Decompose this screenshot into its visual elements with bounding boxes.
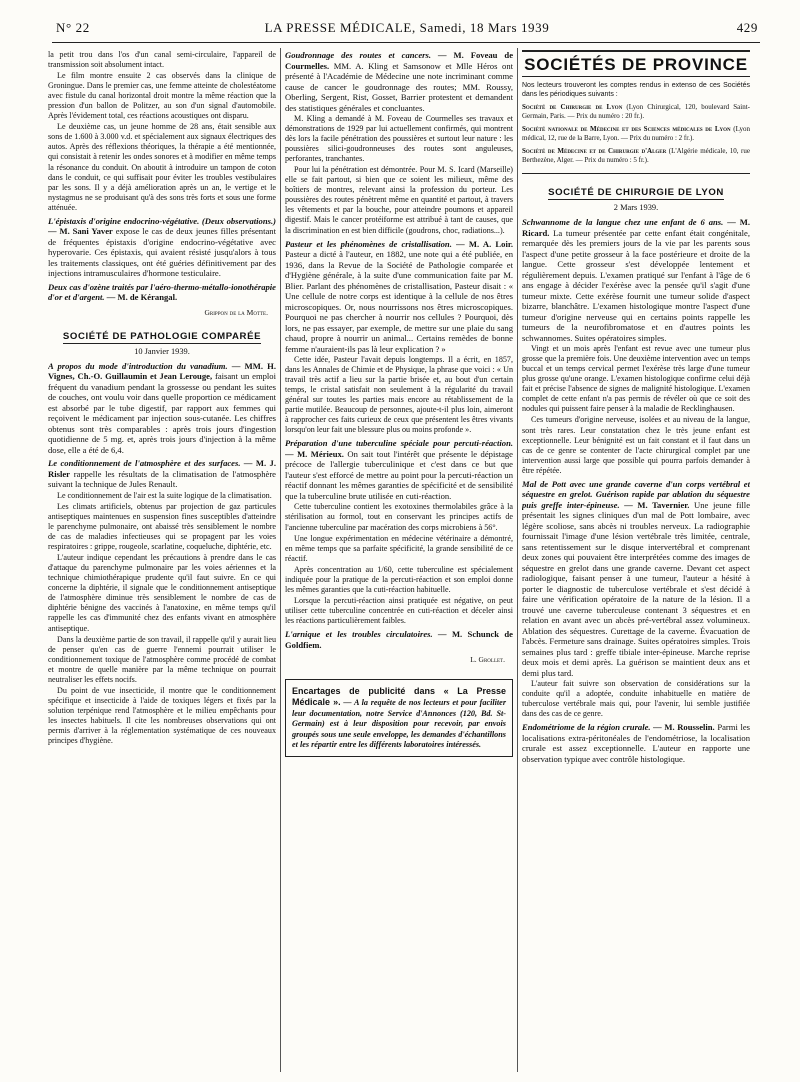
paragraph: L'auteur indique cependant les précautions à prendre dans le cas d'attaque du parenchyme pulmonaire par les voies aériennes et la technique chimiothérapique prudente qu'il faut suivre. En ce qui concerne la diphtérie, il signale que le conditionnement antiseptique de l'atmosphère diminue très sensiblement le nombre de cas de diphtérie bénigne des vaccinés à l'anatoxine, en même temps qu'il rappelle les cas d'immunité chez des enfants vivant en atmosphère antiseptique.	[48, 553, 276, 633]
society-name: Société nationale de Médecine et des Sciences médicales de Lyon	[522, 125, 731, 134]
article-title: Préparation d'une tuberculine spéciale pour percuti-réaction. — M. Mérieux. On sait tout l'intérêt que présente le dépistage précoce de l'allergie tuberculinique et c'est dans ce but que l'auteur s'est efforcé de mettre au point pour la percuti-réaction un réactif donnant les mêmes garanties de spécificité et de sensibilité que la tuberculine brute utilisée en cuti-réaction.	[285, 438, 513, 501]
society-entry	[522, 103, 750, 121]
article-author: M. Mérieux.	[297, 448, 344, 459]
article-title-text: L'arnique et les troubles circulatoires.	[285, 629, 433, 639]
paragraph: Le film montre ensuite 2 cas observés dans la clinique de Groningue. Dans le premier cas, une femme atteinte de cholestéatome avec fistule du canal horizontal droit montre la même réaction que la pression d'un ballon de Politzer, au son d'un signal d'automobile. Après l'évidement total, ces réactions acoustiques ont disparu.	[48, 71, 276, 121]
column-divider-1	[280, 48, 281, 1072]
column-2	[285, 50, 513, 1075]
column-1	[48, 50, 276, 1075]
paragraph: Cette tuberculine contient les exotoxines thermolabiles grâce à la stérilisation au formol, tout en conservant les principes actifs de l'ancienne tuberculine par macération des corps microbiens à 56°.	[285, 502, 513, 532]
paragraph: L'auteur fait suivre son observation de considérations sur la conduite qu'il a adoptée, conduite inhabituelle en matière de tuberculose vertébrale mais qui, pour l'avenir, lui semble justifiée dans des cas de ce genre.	[522, 679, 750, 719]
paragraph: Le deuxième cas, un jeune homme de 28 ans, était sensible aux sons de 1.600 à 3.000 v.d. et spécialement aux signaux électriques des autos. Après des réflexions théoriques, la thérapie a été mentionnée, qui consistait à retenir les ondes sonores et à modifier en même temps la résonance du conduit. On aboutit à introduire un tampon de coton dans le conduit, ce qui suffisait pour éviter les troubles vestibulaires par les sons. Il y a déjà amélioration après un an, le vertige et le nystagmus ne se produisant qu'à des sons très forts et sous une forme atténuée.	[48, 122, 276, 212]
paragraph: Pour lui la pénétration est démontrée. Pour M. S. Icard (Marseille) elle se fait partout, si bien que ce soient les milieux, même des boîtiers de montres, relevant ainsi la profession du porteur. Les poussières des routes pénètrent même en quantité et partout, à travers les vêtements et par la bouche, pour atteindre poumons et appareil digestif. Mais le cancer protéiforme est attribué à tant de causes, que la discrimination en est bien difficile (goudrons, choc, radiations...).	[285, 165, 513, 235]
article-title: Le conditionnement de l'atmosphère et des surfaces. — M. J. Risler rappelle les résultats de la climatisation de l'atmosphère suivant la technique de Jules Renault.	[48, 458, 276, 490]
article-text: rappelle les résultats de la climatisation de l'atmosphère suivant la technique de Jules Renault.	[48, 468, 276, 490]
article-title: Deux cas d'ozène traités par l'aéro-thermo-métallo-ionothérapie d'or et d'argent. — M. de Kérangal.	[48, 281, 276, 303]
article-title-text: Préparation d'une tuberculine spéciale pour percuti-réaction.	[285, 438, 513, 449]
divider	[522, 173, 750, 174]
article-title: Endométriome de la région crurale. — M. Rousselin. Parmi les localisations extra-péritonéales de l'endométriose, la localisation crurale est assez exceptionnelle. L'auteur en rapporte une observation typique avec contrôle histologique.	[522, 722, 750, 764]
article-title-text: Endométriome de la région crurale.	[522, 722, 651, 733]
article-text: faisant un emploi fréquent du vanadium pendant la grossesse ou pendant les suites de couches, ont voulu voir dans quelle proportion ce médicament est absorbé par le tube digestif, par rapport aux femmes qui reçoivent le médicament par injection sous-cutanée. Les chiffres obtenus sont très comparables : après trois jours d'ingestion quotidienne de 5 mg. et, après trois jours d'injection à la même dose, elle a été de 6,4.	[48, 371, 276, 455]
society-entry	[522, 125, 750, 143]
article-title-text: A propos du mode d'introduction du vanadium.	[48, 360, 228, 371]
column-3	[522, 50, 750, 1075]
article-title-text: Mal de Pott avec une grande caverne d'un corps vertébral et séquestre en grelot. Guérison rapide par ablation du séquestre puis greffe inter-épineuse.	[522, 478, 750, 510]
section-date: 2 Mars 1939.	[613, 203, 659, 213]
article-author: M. Sani Yaver	[59, 226, 113, 237]
advertising-notice-box	[285, 679, 513, 757]
article-text: On sait tout l'intérêt que présente le dépistage précoce de l'allergie tuberculinique et c'est dans ce but que l'auteur s'est efforcé de mettre au point pour la percuti-réaction un réactif donnant les mêmes garanties de spécificité et de sensibilité que la tuberculine brute utilisée en cuti-réaction.	[285, 448, 513, 501]
section-date: 10 Janvier 1939.	[134, 346, 190, 356]
article-title: Schwannome de la langue chez une enfant de 6 ans. — M. Ricard. La tumeur présentée par cette enfant était congénitale, remarquée dès les premiers jours de la vie par les parents sous l'aspect d'une petite grosseur à la face postérieure et droite de la langue. Cette grosseur s'est développée lentement et régulièrement depuis. L'examen pratiqué sur l'enfant à l'âge de 6 ans engage à décider l'exérèse avec la pensée qu'il s'agit d'une tumeur mixte. Cette exérèse fournit une tumeur solide d'aspect bizarre, blanchâtre. L'examen histologique montre l'aspect d'une tumeur d'origine nerveuse qui en certains points rappelle les tumeurs de la neurofibromatose et en d'autres points les schwannomes. Suites opératoires simples.	[522, 217, 750, 343]
paragraph: Les climats artificiels, obtenus par projection de gaz particules antiseptiques maintenues en suspension fines susceptibles d'atteindre le parenchyme pulmonaire, ont abaissé très sensiblement le nombre de cas de maladies infectieuses qui se propagent par les voies respiratoires : grippe, rougeole, scarlatine, coqueluche, diphtérie, etc.	[48, 501, 276, 552]
society-details: (L'Algérie médicale, 10, rue Berthezène, Alger. — Prix du numéro : 5 fr.).	[522, 147, 750, 165]
article-title: Pasteur et les phénomènes de cristallisation. — M. A. Loir. Pasteur a dicté à l'auteur, en 1882, une note qui a été publiée, en 1936, dans la Revue de la Société de Pathologie comparée et d'Hygiène générale, à la suite d'une communication faite par M. Blier. Parlant des phénomènes de cristallisation, Pasteur disait : « Une cellule de notre corps est identique à la cellule de nos êtres microscopiques. Or, nous nourrissons nos êtres microscopiques. Pourquoi ne pas chercher à nourrir nos cellules ? Pourquoi, dès lors, ne pas essayer, par exemple, de mettre sur une plaie du sang chaud, propre à nourrir un animal... Certains remèdes de bonne femme n'auraient-ils pas là leur explication ? »	[285, 238, 513, 354]
article-text: MM. A. Kling et Samsonow et Mlle Héros ont présenté à l'Académie de Médecine une note incriminant comme cause de cancer le goudronnage des routes; MM. Roussy, Oberling, Sergent, Rist, Gosset, Barrier protestent et demandent des statistiques générales et concluantes.	[285, 60, 513, 113]
article-title: L'épistaxis d'origine endocrino-végétative. (Deux observations.) — M. Sani Yaver expose le cas de deux jeunes filles présentant de fréquentes épistaxis d'origine endocrino-végétative avec hyperovarie. Ces épistaxis, qui avaient résisté jusqu'alors à tous les traitements classiques, ont été guéries définitivement par des injections intramusculaires d'hormone testiculaire.	[48, 215, 276, 279]
paragraph: Vingt et un mois après l'enfant est revue avec une tumeur plus grosse que la première fois. Une deuxième intervention avec un temps buccal et un temps cervical permet l'exérèse très large d'une tumeur plus grosse qu'une orange. L'examen histologique confirme celui déjà fait et précise l'absence de signes de malignité histologique. L'examen complet de cette enfant n'a pas permis de révéler où que ce soit des nodules qui puissent faire penser à la maladie de Recklinghausen.	[522, 344, 750, 414]
article-title-text: Le conditionnement de l'atmosphère et des surfaces.	[48, 458, 241, 469]
periodicals-notice: Nos lecteurs trouveront les comptes rendus in extenso de ces Sociétés dans les périodiques suivants :	[522, 82, 750, 99]
article-title: A propos du mode d'introduction du vanadium. — MM. H. Vignes, Ch.-O. Guillaumin et Jean Lerouge, faisant un emploi fréquent du vanadium pendant la grossesse ou pendant les suites de couches, ont voulu voir dans quelle proportion ce médicament est absorbé par le tube digestif, par rapport aux femmes qui reçoivent le médicament par injection sous-cutanée. Les chiffres obtenus sont très comparables : après trois jours d'ingestion quotidienne de 5 mg. et, après trois jours d'injection à la même dose, elle a été de 6,4.	[48, 360, 276, 455]
page-header	[56, 20, 758, 42]
paragraph: Le conditionnement de l'air est la suite logique de la climatisation.	[57, 490, 272, 500]
article-author: M. Schunck de Goldfiem.	[285, 629, 513, 650]
article-title-text: L'épistaxis d'origine endocrino-végétative. (Deux observations.)	[48, 215, 276, 226]
paragraph: Lorsque la percuti-réaction ainsi pratiquée est négative, on peut utiliser cette tuberculine concentrée en cuti-réaction et déceler ainsi les réactions particulièrement faibles.	[285, 595, 513, 625]
section-heading	[48, 332, 276, 342]
divider	[522, 76, 750, 77]
society-details: (Lyon Chirurgical, 120, boulevard Saint-Germain, Paris. — Prix du numéro : 20 fr.).	[522, 103, 750, 121]
paragraph: la petit trou dans l'os d'un canal semi-circulaire, l'appareil de transmission soit absolument intact.	[48, 50, 276, 70]
divider	[522, 50, 750, 52]
society-name: Société de Chirurgie de Lyon	[522, 103, 623, 112]
issue-number: N° 22	[56, 20, 90, 35]
section-heading-text: SOCIÉTÉ DE PATHOLOGIE COMPARÉE	[62, 330, 262, 342]
article-title-text: Schwannome de la langue chez une enfant de 6 ans.	[522, 217, 724, 228]
paragraph: Du point de vue insecticide, il montre que le conditionnement spécifique et insecticide à l'aide de toxiques légers et fixés par la solution terpénique rend l'atmosphère et le milieu empêchants pour les insectes habituels. Il cite les nombreuses observations qui ont permis d'arriver à la réglementation systématique de ces nouveaux principes d'hygiène.	[48, 685, 276, 746]
paragraph: Cette idée, Pasteur l'avait depuis longtemps. Il a écrit, en 1857, dans les Annales de Chimie et de Physique, la phrase que voici : « Un travail très actif a lieu sur la partie brisée et, au bout d'un certain temps, le cristal satisfait non seulement à la régularité du travail général sur toutes les parties mais encore au rétablissement de la partie mutilée. Beaucoup de personnes, ajoute-t-il plus loin, aimeront à rapprocher ces faits curieux de ceux que présentent les êtres vivants lorsqu'on leur fait une blessure plus ou moins profonde ».	[285, 355, 513, 435]
article-text: Parmi les localisations extra-péritonéales de l'endométriose, la localisation crurale est assez exceptionnelle. L'auteur en rapporte une observation typique avec contrôle histologique.	[522, 722, 750, 764]
article-author: M. J. Risler	[48, 458, 276, 479]
paragraph: Dans la deuxième partie de son travail, il rappelle qu'il y aurait lieu de penser qu'en cas de guerre l'ennemi pourrait utiliser le conditionnement toxique de l'atmosphère comme procédé de combat et montre de quelle manière par la même technique on pourrait neutraliser les effets nocifs.	[48, 634, 276, 684]
article-author: M. Ricard.	[522, 217, 750, 238]
society-name: Société de Médecine et de Chirurgie d'Alger	[522, 147, 667, 156]
article-title: L'arnique et les troubles circulatoires. — M. Schunck de Goldfiem.	[285, 629, 513, 650]
article-title: Mal de Pott avec une grande caverne d'un corps vertébral et séquestre en grelot. Guérison rapide par ablation du séquestre puis greffe inter-épineuse. — M. Tavernier. Une jeune fille présentait les signes cliniques d'un mal de Pott lombaire, avec légère scoliose, sans abcès ni troubles nerveux. La radiographie fournissait l'image d'une lésion vertébrale très limitée, centrale, sans retentissement sur le disque intervertébral et comprenant deux zones qui pouvaient être interprétées comme des images de séquestre en grelot dans une grande caverne. Devant cet aspect radiologique, faisant penser à une tumeur, l'auteur a hésité à porter le diagnostic de tuberculose vertébrale et s'est décidé à faire une vérification opératoire de la nature de la lésion. Il a trouvé une caverne tuberculeuse contenant 3 séquestres et en relation en avant avec un abcès pré-vertébral assez volumineux. Ablation des séquestres. Curettage de la caverne. Évacuation de l'abcès. Fermeture sans drainage. Suites opératoires simples. Trois semaines plus tard : greffe tibiale inter-épineuse. Marche reprise deux mois et demi après. La guérison se maintient deux ans et demi plus tard.	[522, 478, 750, 678]
article-text: La tumeur présentée par cette enfant était congénitale, remarquée dès les premiers jours de la vie par les parents sous l'aspect d'une petite grosseur à la face postérieure et droite de la langue. Cette grosseur s'est développée lentement et régulièrement depuis. L'examen pratiqué sur l'enfant à l'âge de 6 ans engage à décider l'exérèse avec la pensée qu'il s'agit d'une tumeur mixte. Cette exérèse fournit une tumeur solide d'aspect bizarre, blanchâtre. L'examen histologique montre l'aspect d'une tumeur d'origine nerveuse qui en certains points rappelle les tumeurs de la neurofibromatose et en d'autres points les schwannomes. Suites opératoires simples.	[522, 227, 750, 343]
article-title-text: Deux cas d'ozène traités par l'aéro-thermo-métallo-ionothérapie d'or et d'argent.	[48, 281, 276, 303]
paragraph: Une longue expérimentation en médecine vétérinaire a démontré, en même temps que sa parfaite spécificité, la grande sensibilité de ce réactif.	[285, 533, 513, 563]
article-author: M. A. Loir.	[468, 238, 513, 249]
article-text: expose le cas de deux jeunes filles présentant de fréquentes épistaxis d'origine endocrino-végétative avec hyperovarie. Ces épistaxis, qui avaient résisté jusqu'alors à tous les traitements classiques, ont été guéries définitivement par des injections intramusculaires d'hormone testiculaire.	[48, 226, 276, 279]
article-author: M. Tavernier.	[637, 499, 690, 510]
signature: Grippon de la Motte.	[204, 307, 268, 317]
article-title: Goudronnage des routes et cancers. — M. Foveau de Courmelles. MM. A. Kling et Samsonow et Mlle Héros ont présenté à l'Académie de Médecine une note incriminant comme cause de cancer le goudronnage des routes; MM. Roussy, Oberling, Sergent, Rist, Gosset, Barrier protestent et demandent des statistiques générales et concluantes.	[285, 50, 513, 113]
paragraph: Ces tumeurs d'origine nerveuse, isolées et au niveau de la langue, sont très rares. Leur constatation chez le très jeune enfant est exceptionnelle. Leur bénignité est un fait constant et il faut dans un cas de ce genre se contenter de l'acte chirurgical complet par une intervention aussi large que possible qui pourra parfois demander à être répétée.	[522, 415, 750, 475]
society-entry	[522, 147, 750, 165]
article-author: M. Rousselin.	[664, 722, 715, 733]
section-main-title: SOCIÉTÉS DE PROVINCE	[524, 55, 748, 74]
header-rule	[52, 42, 760, 43]
column-divider-2	[517, 48, 518, 1072]
society-details: (Lyon médical, 12, rue de la Barre, Lyon. — Prix du numéro : 2 fr.).	[522, 125, 750, 143]
signature: L. Grollet.	[470, 655, 505, 664]
article-author: M. de Kérangal.	[117, 292, 178, 303]
article-text: Une jeune fille présentait les signes cliniques d'un mal de Pott lombaire, avec légère scoliose, sans abcès ni troubles nerveux. La radiographie fournissait l'image d'une lésion vertébrale très limitée, centrale, sans retentissement sur le disque intervertébral et comprenant deux zones qui pouvaient être interprétées comme des images de séquestre en grelot dans une grande caverne. Devant cet aspect radiologique, faisant penser à une tumeur, l'auteur a hésité à porter le diagnostic de tuberculose vertébrale et s'est décidé à faire une vérification opératoire de la nature de la lésion. Il a trouvé une caverne tuberculeuse contenant 3 séquestres et en relation en avant avec un abcès pré-vertébral assez volumineux. Ablation des séquestres. Curettage de la caverne. Évacuation de l'abcès. Fermeture sans drainage. Suites opératoires simples. Trois semaines plus tard : greffe tibiale inter-épineuse. Marche reprise deux mois et demi après. La guérison se maintient deux ans et demi plus tard.	[522, 499, 750, 678]
notice-title: Encartages de publicité dans « La Presse Médicale ».	[292, 686, 506, 708]
article-text: Pasteur a dicté à l'auteur, en 1882, une note qui a été publiée, en 1936, dans la Revue de la Société de Pathologie comparée et d'Hygiène générale, à la suite d'une communication faite par M. Blier. Parlant des phénomènes de cristallisation, Pasteur disait : « Une cellule de notre corps est identique à la cellule de nos êtres microscopiques. Or, nous nourrissons nos êtres microscopiques. Pourquoi ne pas chercher à nourrir nos cellules ? Pourquoi, dès lors, ne pas essayer, par exemple, de mettre sur une plaie du sang chaud, propre à nourrir un animal... Certains remèdes de bonne femme n'auraient-ils pas là leur explication ? »	[285, 249, 513, 354]
paragraph: M. Kling a demandé à M. Foveau de Courmelles ses travaux et démonstrations de 1929 par lui actuellement confirmés, qui montrent dès lors la facile pénétration des poussières et surtout leur nature : les poussières silici-goudronneuses des routes sont anguleuses, perforantes, tranchantes.	[285, 114, 513, 164]
section-heading	[522, 188, 750, 198]
article-title-text: Pasteur et les phénomènes de cristallisation.	[285, 238, 452, 249]
article-title-text: Goudronnage des routes et cancers.	[285, 50, 431, 60]
notice-text: — A la requête de nos lecteurs et pour faciliter leur documentation, notre Service d'Annonces (120, Bd. St-Germain) est à leur disposition pour recevoir, par envois groupés sous une seule enveloppe, les demandes d'échantillons et les répartir entre les différents laboratoires intéressés.	[292, 698, 507, 750]
page-number: 429	[736, 20, 758, 35]
paragraph: Après concentration au 1/60, cette tuberculine est spécialement indiquée pour la pratique de la percuti-réaction et son emploi donne les mêmes garanties que la cuti-réaction habituelle.	[285, 564, 513, 594]
journal-title: LA PRESSE MÉDICALE, Samedi, 18 Mars 1939	[264, 20, 550, 35]
article-author: M. Foveau de Courmelles.	[285, 50, 513, 71]
section-heading-text: SOCIÉTÉ DE CHIRURGIE DE LYON	[548, 187, 724, 199]
article-author: MM. H. Vignes, Ch.-O. Guillaumin et Jean Lerouge,	[48, 360, 276, 382]
